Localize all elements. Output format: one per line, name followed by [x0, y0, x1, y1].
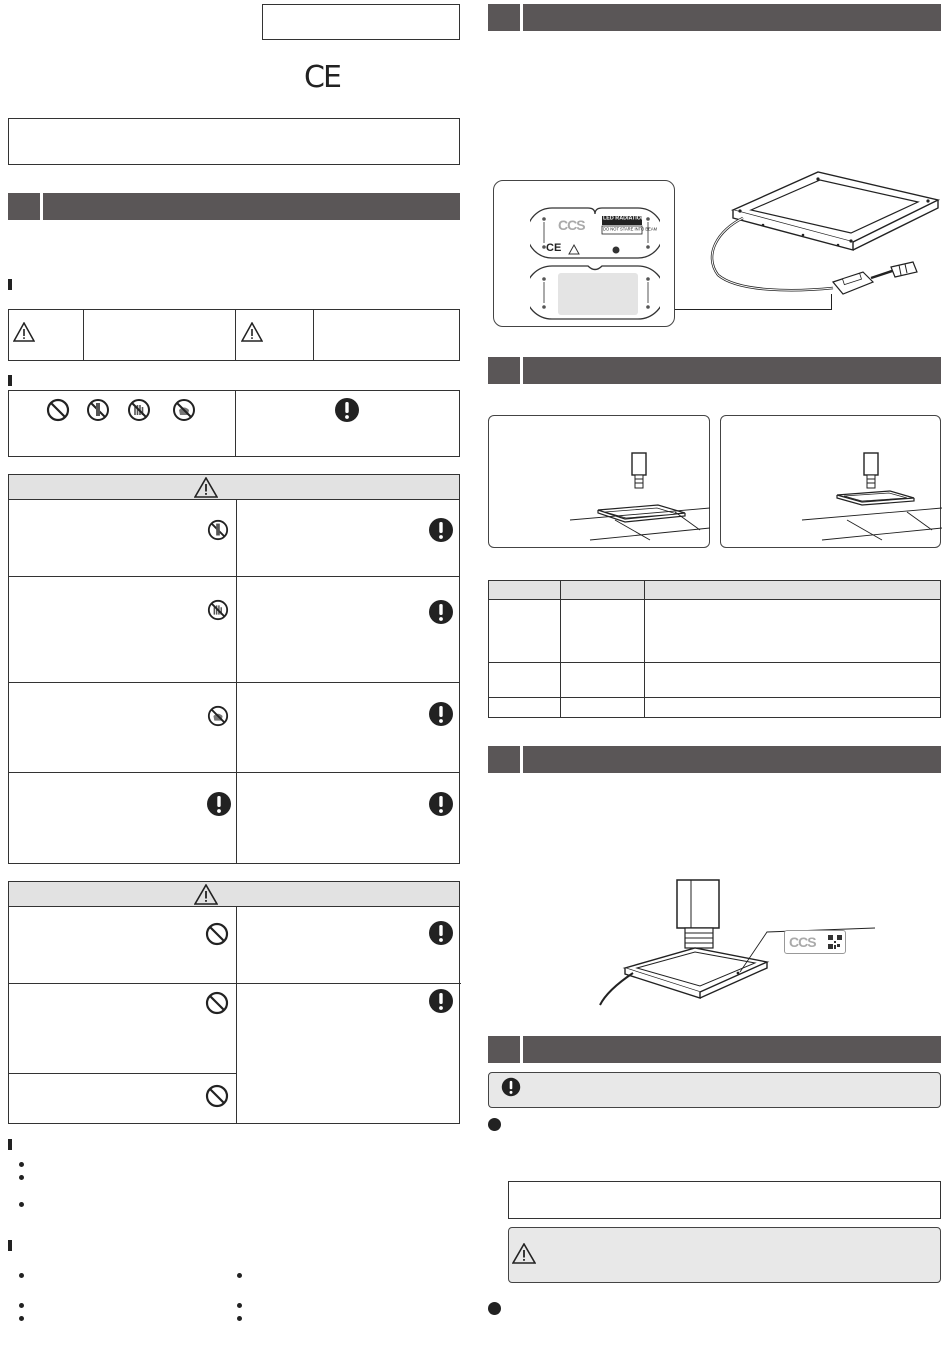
section-bar-safety: [8, 193, 460, 220]
subheading-marker: [8, 375, 12, 386]
lcd-label-ce: [546, 242, 561, 254]
bullet: [19, 1303, 24, 1308]
mandatory-icon: [428, 920, 454, 946]
prohibited-icon: [205, 1084, 229, 1108]
no-water-icon: [172, 398, 196, 422]
light-unit-drawing: [703, 170, 943, 320]
header-model-box: [262, 4, 460, 40]
settings-table: [488, 580, 941, 718]
prohibited-icon: [46, 398, 70, 422]
camera-setup-left: [560, 450, 710, 545]
caution-triangle-icon: [194, 884, 218, 905]
subheading-marker: [8, 1240, 12, 1251]
section-bar-parts: [488, 4, 941, 31]
bullet: [19, 1175, 24, 1180]
symbol-legend: [8, 390, 460, 457]
section-bar-mounting: [488, 746, 941, 773]
prohibited-icon: [205, 922, 229, 946]
no-water-icon: [207, 705, 229, 727]
qr-code-icon: [828, 935, 842, 949]
lcd-label-logo: CCS: [558, 217, 585, 233]
mandatory-icon: [206, 791, 232, 817]
intro-box: [8, 118, 460, 165]
label-ce-mark: CE: [546, 242, 562, 254]
connection-box: [508, 1181, 941, 1219]
section-bar-connection: [488, 1036, 941, 1063]
mandatory-icon: [501, 1077, 521, 1097]
product-figure: [488, 170, 943, 330]
section-bar-settings: [488, 357, 941, 384]
no-disassemble-icon: [86, 398, 110, 422]
bullet: [19, 1273, 24, 1278]
prohibited-icon: [205, 991, 229, 1015]
no-wet-hands-icon: [127, 398, 151, 422]
back-label: [530, 265, 660, 320]
lcd-label-line1: LED RADIATION: [603, 216, 645, 222]
step-marker: [488, 1118, 501, 1131]
no-wet-hands-icon: [207, 599, 229, 621]
mandatory-icon: [428, 791, 454, 817]
warning-triangle-icon: [194, 477, 218, 498]
bullet: [237, 1316, 242, 1321]
signal-word-legend: [8, 309, 460, 361]
caution-triangle-icon: [241, 322, 263, 342]
camera-setup-right: [792, 450, 942, 545]
notice-panel: [488, 1072, 941, 1108]
warning-triangle-icon: [13, 322, 35, 342]
subheading-marker: [8, 279, 12, 290]
mandatory-icon: [428, 517, 454, 543]
mandatory-icon: [334, 397, 360, 423]
callout-line: [675, 309, 831, 310]
mandatory-icon: [428, 599, 454, 625]
no-disassemble-icon: [207, 519, 229, 541]
bullet: [237, 1303, 242, 1308]
bullet: [19, 1202, 24, 1207]
subheading-marker: [8, 1139, 12, 1150]
bullet: [19, 1162, 24, 1167]
step-marker: [488, 1302, 501, 1315]
mandatory-icon: [428, 988, 454, 1014]
caution-triangle-icon: [512, 1243, 536, 1264]
callout-line-v: [831, 294, 832, 310]
bullet: [19, 1316, 24, 1321]
caution-table: [8, 881, 460, 1124]
ce-mark: CE: [304, 60, 340, 95]
bullet: [237, 1273, 242, 1278]
product-label-logo: CCS: [789, 934, 816, 950]
caution-panel: [508, 1227, 941, 1283]
warning-table: [8, 474, 460, 864]
mandatory-icon: [428, 701, 454, 727]
lcd-label-line2: DO NOT STARE INTO BEAM: [603, 227, 657, 232]
